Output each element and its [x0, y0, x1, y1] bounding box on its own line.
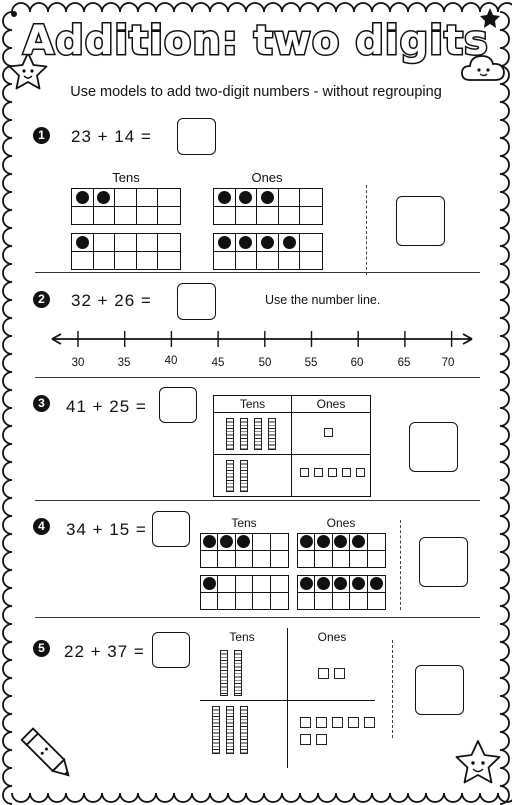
problem-equation: 41 + 25 = — [66, 397, 147, 416]
tens-label: Tens — [239, 397, 266, 411]
counter-dot — [261, 236, 274, 249]
ones-cubes — [324, 428, 370, 440]
ten-frame-cell — [236, 551, 253, 568]
ten-frame-cell — [300, 207, 322, 225]
ten-frame — [71, 233, 181, 270]
ten-frame-cell — [218, 551, 235, 568]
ten-frame-cell — [137, 207, 159, 225]
counter-dot — [334, 535, 347, 548]
star-icon — [452, 738, 504, 790]
ten-frame-cell — [350, 551, 367, 568]
ones-cube — [316, 734, 327, 745]
tens-label: Tens — [112, 170, 140, 185]
tens-rod — [226, 460, 234, 492]
counter-dot — [352, 577, 365, 590]
ones-cube — [318, 668, 329, 679]
tick-label: 45 — [211, 357, 225, 369]
ten-frame-cell — [257, 189, 279, 207]
tens-rod — [240, 418, 248, 450]
pencil-icon — [20, 722, 80, 786]
tick-label: 30 — [71, 357, 85, 369]
ten-frame-cell — [94, 234, 116, 252]
ten-frame-cell — [72, 207, 94, 225]
tens-rod — [268, 418, 276, 450]
tens-label: Tens — [229, 630, 255, 644]
ten-frame-cell — [236, 593, 253, 610]
ten-frame — [213, 233, 323, 270]
ten-frame-cell — [300, 234, 322, 252]
counter-dot — [239, 236, 252, 249]
ten-frame-cell — [236, 534, 253, 551]
ten-frame-cell — [94, 189, 116, 207]
ten-frame-cell — [218, 534, 235, 551]
ones-label: Ones — [326, 516, 356, 530]
tens-rod — [220, 650, 228, 696]
tens-rod — [234, 650, 242, 696]
tens-rods — [220, 650, 280, 696]
ones-cube — [348, 717, 359, 728]
ten-frame-cell — [271, 551, 288, 568]
ones-label: Ones — [251, 170, 283, 185]
ten-frame-cell — [315, 551, 332, 568]
ten-frame-cell — [158, 252, 180, 270]
ten-frame — [297, 575, 386, 610]
ones-cube — [300, 717, 311, 728]
counter-dot — [218, 191, 231, 204]
problem-number: 3 — [33, 395, 50, 412]
answer-box[interactable] — [159, 387, 197, 423]
number-line — [48, 325, 476, 355]
page-title: Addition: two digits — [23, 18, 489, 64]
ten-frame-cell — [214, 234, 236, 252]
ones-cube — [328, 468, 337, 477]
problem-equation: 34 + 15 = — [66, 520, 147, 539]
ten-frame-cell — [236, 207, 258, 225]
answer-box[interactable] — [152, 632, 190, 668]
ten-frame-cell — [214, 252, 236, 270]
instruction-text: Use the number line. — [265, 293, 381, 307]
ten-frame-cell — [158, 207, 180, 225]
ten-frame-cell — [253, 593, 270, 610]
ten-frame-cell — [214, 189, 236, 207]
counter-dot — [76, 236, 89, 249]
dashed-divider — [392, 640, 393, 738]
ten-frame-cell — [115, 252, 137, 270]
ones-cube — [316, 717, 327, 728]
ten-frame-cell — [333, 576, 350, 593]
table-divider — [287, 628, 288, 768]
counter-dot — [334, 577, 347, 590]
ten-frame-cell — [94, 252, 116, 270]
ones-label: Ones — [317, 630, 347, 644]
ten-frame-cell — [115, 234, 137, 252]
ten-frame-cell — [236, 189, 258, 207]
ten-frame-cell — [279, 252, 301, 270]
counter-dot — [300, 535, 313, 548]
ten-frame-cell — [257, 234, 279, 252]
table-divider — [200, 700, 375, 701]
counter-dot — [97, 191, 110, 204]
ten-frame-cell — [350, 534, 367, 551]
tens-rod — [226, 418, 234, 450]
tens-rod — [240, 706, 248, 754]
ten-frame — [200, 575, 289, 610]
ten-frame-cell — [201, 551, 218, 568]
ten-frame-cell — [94, 207, 116, 225]
ten-frame-cell — [201, 593, 218, 610]
ten-frame — [213, 188, 323, 225]
ten-frame-cell — [279, 189, 301, 207]
ten-frame-cell — [368, 593, 385, 610]
tick-label: 35 — [117, 357, 131, 369]
ten-frame-cell — [201, 576, 218, 593]
tens-rod — [254, 418, 262, 450]
ten-frame-cell — [300, 189, 322, 207]
ten-frame-cell — [271, 593, 288, 610]
counter-dot — [317, 535, 330, 548]
ten-frame-cell — [214, 207, 236, 225]
ones-cube — [314, 468, 323, 477]
ten-frame — [297, 533, 386, 568]
ten-frame-cell — [333, 551, 350, 568]
ten-frame-cell — [279, 207, 301, 225]
answer-box[interactable] — [409, 422, 458, 472]
ones-cubes — [318, 668, 358, 680]
place-value-table — [213, 395, 371, 497]
ten-frame-cell — [218, 593, 235, 610]
ten-frame-cell — [315, 534, 332, 551]
ten-frame-cell — [115, 189, 137, 207]
answer-box[interactable] — [177, 118, 216, 155]
problem-number: 4 — [33, 518, 50, 535]
ten-frame-cell — [368, 551, 385, 568]
counter-dot — [261, 191, 274, 204]
ten-frame-cell — [236, 576, 253, 593]
dashed-divider — [366, 185, 367, 275]
ten-frame-cell — [201, 534, 218, 551]
problem-equation: 32 + 26 = — [71, 291, 152, 310]
problem-number: 5 — [33, 640, 50, 657]
ten-frame-cell — [279, 234, 301, 252]
tick-label: 70 — [441, 357, 455, 369]
ten-frame — [71, 188, 181, 225]
tick-label: 60 — [350, 357, 364, 369]
counter-dot — [218, 236, 231, 249]
tens-rod — [212, 706, 220, 754]
page-subtitle: Use models to add two-digit numbers - without regrouping — [70, 84, 442, 100]
counter-dot — [352, 535, 365, 548]
tick-label: 65 — [397, 357, 411, 369]
tick-label: 55 — [304, 357, 318, 369]
ones-cube — [324, 428, 333, 437]
ten-frame-cell — [315, 593, 332, 610]
ten-frame-cell — [333, 593, 350, 610]
tens-rods — [212, 706, 280, 754]
ten-frame-cell — [368, 534, 385, 551]
ten-frame-cell — [236, 252, 258, 270]
counter-dot — [317, 577, 330, 590]
tens-rod — [226, 706, 234, 754]
counter-dot — [203, 577, 216, 590]
ten-frame-cell — [158, 234, 180, 252]
ten-frame-cell — [350, 593, 367, 610]
ten-frame-cell — [253, 576, 270, 593]
tens-rods — [226, 418, 286, 450]
section-divider — [35, 377, 480, 378]
ten-frame-cell — [315, 576, 332, 593]
ten-frame-cell — [350, 576, 367, 593]
tick-label: 50 — [258, 357, 272, 369]
ones-cube — [364, 717, 375, 728]
ten-frame-cell — [257, 252, 279, 270]
tens-label: Tens — [231, 516, 257, 530]
answer-box[interactable] — [177, 283, 216, 320]
ten-frame-cell — [368, 576, 385, 593]
ones-cube — [334, 668, 345, 679]
ones-cube — [342, 468, 351, 477]
tens-rods — [226, 460, 286, 492]
ten-frame-cell — [158, 189, 180, 207]
answer-box[interactable] — [419, 537, 468, 587]
problem-number: 2 — [33, 291, 50, 308]
ten-frame-cell — [72, 234, 94, 252]
dashed-divider — [400, 520, 401, 610]
counter-dot — [237, 535, 250, 548]
ten-frame-cell — [253, 551, 270, 568]
counter-dot — [239, 191, 252, 204]
answer-box[interactable] — [415, 665, 464, 715]
ten-frame-cell — [298, 534, 315, 551]
ten-frame-cell — [257, 207, 279, 225]
tens-rod — [240, 460, 248, 492]
ones-cube — [300, 734, 311, 745]
counter-dot — [300, 577, 313, 590]
ones-cube — [332, 717, 343, 728]
ten-frame-cell — [115, 207, 137, 225]
section-divider — [35, 617, 480, 618]
ones-cubes — [300, 468, 370, 480]
section-divider — [35, 272, 480, 273]
ten-frame-cell — [271, 534, 288, 551]
ten-frame-cell — [137, 189, 159, 207]
answer-box[interactable] — [396, 196, 445, 246]
counter-dot — [283, 236, 296, 249]
ten-frame-cell — [298, 551, 315, 568]
ten-frame-cell — [300, 252, 322, 270]
tick-label: 40 — [164, 355, 178, 367]
ones-label: Ones — [316, 397, 346, 411]
counter-dot — [220, 535, 233, 548]
ten-frame-cell — [72, 252, 94, 270]
ten-frame-cell — [137, 252, 159, 270]
ones-cubes — [300, 717, 380, 747]
ten-frame-cell — [253, 534, 270, 551]
problem-equation: 22 + 37 = — [64, 642, 145, 661]
ten-frame-cell — [236, 234, 258, 252]
ten-frame-cell — [271, 576, 288, 593]
ten-frame-cell — [72, 189, 94, 207]
counter-dot — [76, 191, 89, 204]
section-divider — [35, 500, 480, 501]
answer-box[interactable] — [152, 511, 190, 547]
problem-equation: 23 + 14 = — [71, 127, 152, 146]
problem-number: 1 — [33, 127, 50, 144]
ten-frame-cell — [298, 593, 315, 610]
ones-cube — [300, 468, 309, 477]
ten-frame — [200, 533, 289, 568]
ten-frame-cell — [137, 234, 159, 252]
ten-frame-cell — [218, 576, 235, 593]
ones-cube — [356, 468, 365, 477]
counter-dot — [370, 577, 383, 590]
ten-frame-cell — [298, 576, 315, 593]
ten-frame-cell — [333, 534, 350, 551]
counter-dot — [203, 535, 216, 548]
